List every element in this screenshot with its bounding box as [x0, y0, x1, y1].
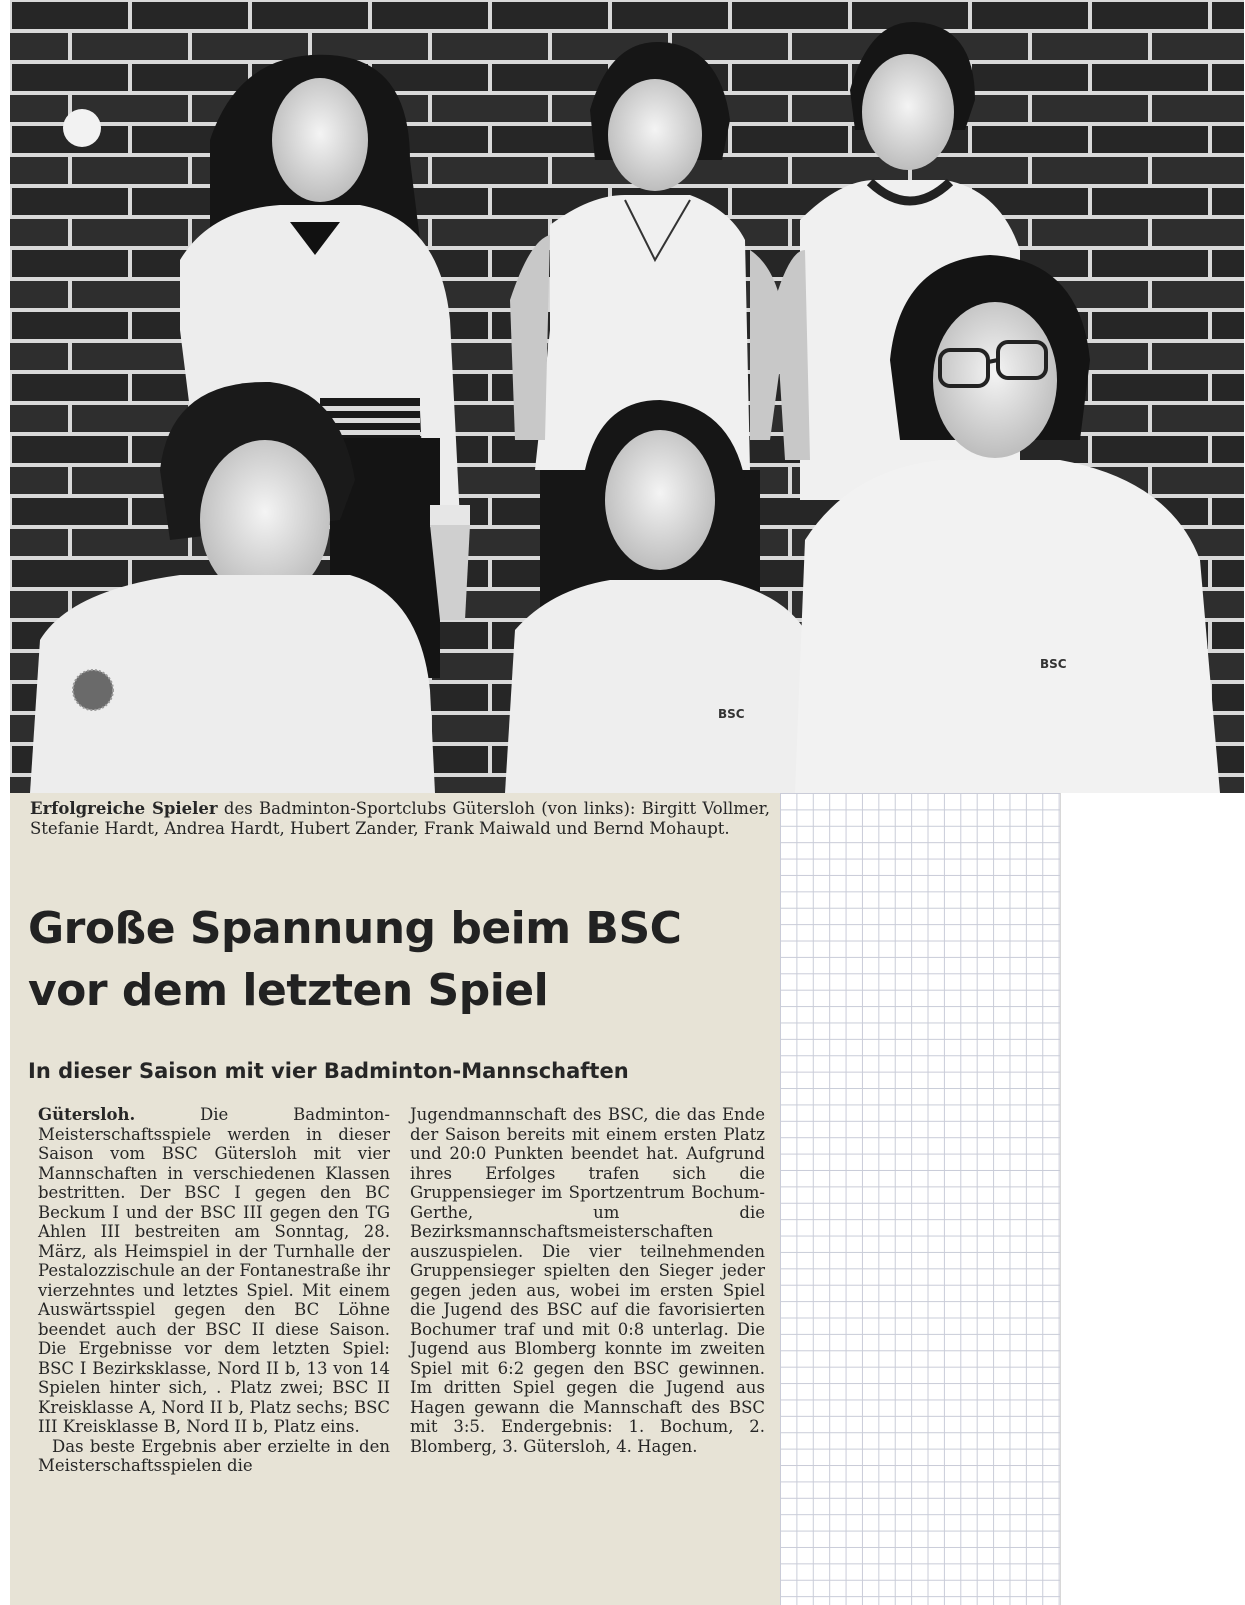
column-1-paragraph-1 [38, 1105, 390, 1437]
headline-line-2: vor dem letzten Spiel [28, 965, 549, 1016]
column-1-paragraph-1-text: Die Badminton-Meisterschaftsspiele werden in dieser Saison vom BSC Gütersloh mit vier Mannschaften in verschiedenen Klassen bestritten. Der BSC I gegen den BC Beckum I und der BSC III gegen den TG Ahlen III bestreiten am Sonntag, 28. März, als Heimspiel in der Turnhalle der Pestalozzischule an der Fontanestraße ihr vierzehntes und letztes Spiel. Mit einem Auswärtsspiel gegen den BC Löhne beendet auch der BSC II diese Saison. Die Ergebnisse vor dem letzten Spiel: BSC I Bezirksklasse, Nord II b, 13 von 14 Spielen hinter sich, . Platz zwei; BSC II Kreisklasse A, Nord II b, Platz sechs; BSC III Kreisklasse B, Nord II b, Platz eins. [38, 1105, 390, 1436]
headline-line-1: Große Spannung beim BSC [28, 903, 682, 954]
article-headline [28, 898, 778, 1022]
dateline: Gütersloh. [38, 1105, 136, 1124]
shirt-logo-right: BSC [1040, 657, 1067, 671]
grid-paper-background [780, 793, 1061, 1605]
article-column-2 [410, 1105, 765, 1456]
caption-text: des Badminton-Sportclubs Gütersloh (von links): Birgitt Vollmer, Stefanie Hardt, Andrea Hardt, Hubert Zander, Frank Maiwald und Bernd Mohaupt. [30, 799, 770, 838]
column-2-paragraph-1: Jugendmannschaft des BSC, die das Ende der Saison bereits mit einem ersten Platz und 20:0 Punkten beendet hat. Aufgrund ihres Erfolges trafen sich die Gruppensieger im Sportzentrum Bochum-Gerthe, um die Bezirksmannschaftsmeisterschaften auszuspielen. Die vier teilnehmenden Gruppensieger spielten den Sieger jeder gegen jeden aus, wobei im ersten Spiel die Jugend des BSC auf die favorisierten Bochumer traf und mit 0:8 unterlag. Die Jugend aus Blomberg konnte im zweiten Spiel mit 6:2 gegen den BSC gewinnen. Im dritten Spiel gegen die Jugend aus Hagen gewann die Mannschaft des BSC mit 3:5. Endergebnis: 1. Bochum, 2. Blomberg, 3. Gütersloh, 4. Hagen. [410, 1105, 765, 1456]
column-1-paragraph-2: Das beste Ergebnis aber erzielte in den Meisterschaftsspielen die [38, 1436, 390, 1475]
article-column-1 [38, 1105, 390, 1476]
newspaper-clipping [10, 793, 780, 1605]
caption-lead: Erfolgreiche Spieler [30, 799, 218, 818]
shirt-logo-middle: BSC [718, 707, 745, 721]
photo-reflection-mark [63, 109, 101, 147]
article-subheadline: In dieser Saison mit vier Badminton-Mannschaften [28, 1059, 629, 1083]
photo-caption [30, 799, 770, 839]
team-photo [10, 0, 1244, 793]
